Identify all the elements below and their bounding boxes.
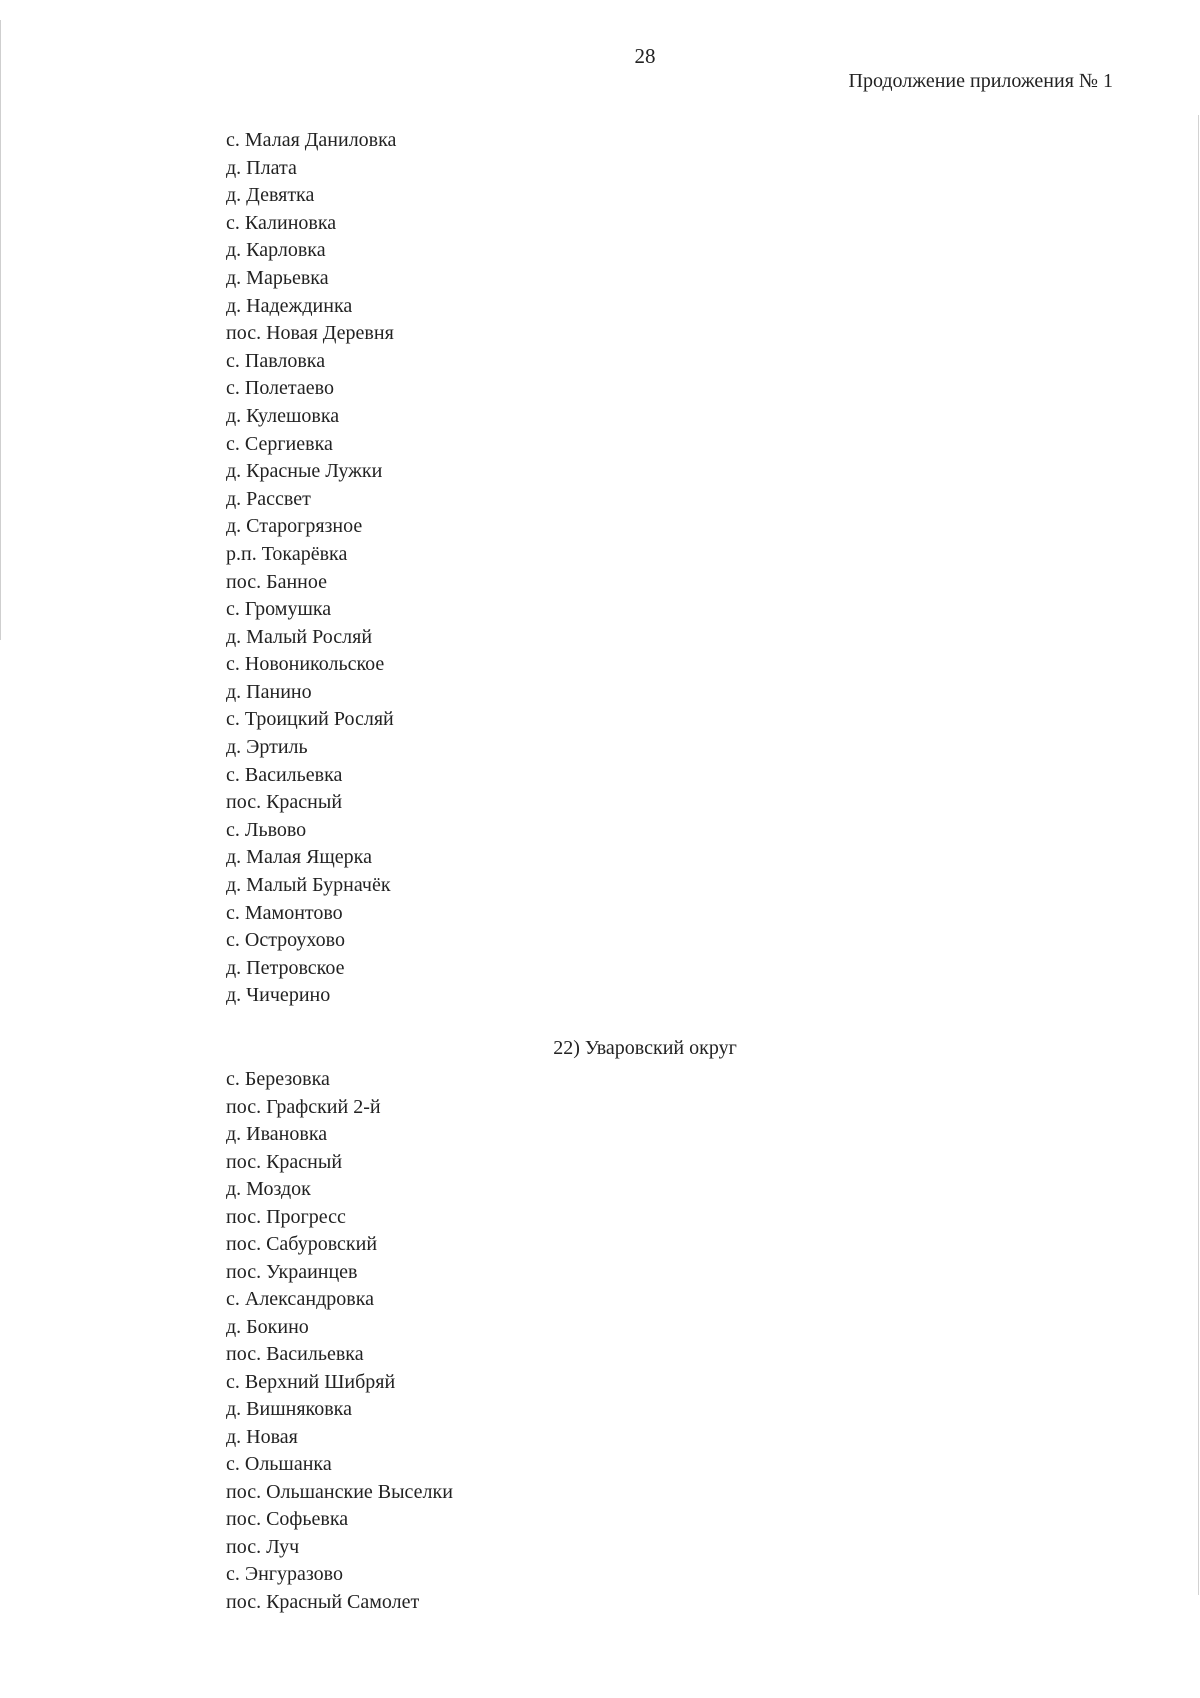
list-item: с. Сергиевка xyxy=(226,432,333,455)
list-item: с. Васильевка xyxy=(226,763,343,786)
list-item: д. Бокино xyxy=(226,1315,309,1338)
list-item: д. Карловка xyxy=(226,239,326,262)
list-item: пос. Ольшанские Выселки xyxy=(226,1480,453,1503)
list-item: пос. Новая Деревня xyxy=(226,322,394,345)
list-item: д. Эртиль xyxy=(226,736,308,759)
list-item: с. Александровка xyxy=(226,1288,375,1310)
list-item: с. Ольшанка xyxy=(226,1453,332,1475)
appendix-continuation-label: Продолжение приложения № 1 xyxy=(848,70,1113,92)
list-item: д. Красные Лужки xyxy=(226,460,383,483)
list-item: с. Львово xyxy=(226,818,307,841)
list-item: д. Малый Бурначёк xyxy=(226,874,391,897)
list-item: д. Петровское xyxy=(226,956,345,979)
list-item: с. Мамонтово xyxy=(226,901,343,924)
list-item: с. Новоникольское xyxy=(226,653,385,676)
list-item: пос. Украинцев xyxy=(226,1260,358,1283)
list-item: д. Малая Ящерка xyxy=(226,846,372,869)
list-item: д. Ивановка xyxy=(226,1123,328,1145)
list-item: д. Вишняковка xyxy=(226,1398,352,1420)
list-item: пос. Графский 2-й xyxy=(226,1095,381,1118)
page-number: 28 xyxy=(634,44,656,68)
list-item: д. Плата xyxy=(226,156,297,179)
list-item: д. Кулешовка xyxy=(226,404,340,427)
list-item: д. Панино xyxy=(226,680,312,703)
list-item: с. Павловка xyxy=(226,349,326,372)
list-item: с. Остроухово xyxy=(226,929,345,952)
settlement-list-uvarovsky xyxy=(226,1066,453,1616)
list-item: пос. Васильевка xyxy=(226,1343,364,1365)
list-item: пос. Луч xyxy=(226,1535,300,1558)
list-item: с. Березовка xyxy=(226,1068,330,1090)
list-item: с. Полетаево xyxy=(226,377,334,400)
list-item: пос. Красный Самолет xyxy=(226,1590,420,1613)
list-item: д. Малый Росляй xyxy=(226,625,373,648)
list-item: р.п. Токарёвка xyxy=(226,542,348,565)
list-item: д. Чичерино xyxy=(226,984,331,1007)
settlement-list-continued xyxy=(226,127,396,1010)
list-item: д. Девятка xyxy=(226,184,315,207)
list-item: пос. Банное xyxy=(226,570,327,593)
section-heading-uvarovsky-okrug: 22) Уваровский округ xyxy=(553,1037,737,1059)
list-item: пос. Софьевка xyxy=(226,1508,349,1530)
list-item: с. Малая Даниловка xyxy=(226,129,397,151)
list-item: д. Моздок xyxy=(226,1178,311,1200)
list-item: с. Троицкий Росляй xyxy=(226,708,394,731)
list-item: с. Верхний Шибряй xyxy=(226,1370,396,1393)
list-item: пос. Красный xyxy=(226,1150,343,1173)
scan-edge-right xyxy=(1198,115,1199,1595)
list-item: д. Новая xyxy=(226,1425,298,1448)
list-item: д. Марьевка xyxy=(226,266,329,289)
list-item: пос. Сабуровский xyxy=(226,1233,378,1255)
list-item: д. Рассвет xyxy=(226,487,311,510)
list-item: пос. Красный xyxy=(226,791,343,814)
list-item: с. Энгуразово xyxy=(226,1563,343,1585)
list-item: д. Надеждинка xyxy=(226,294,353,317)
list-item: пос. Прогресс xyxy=(226,1205,346,1228)
scan-edge-left xyxy=(0,20,1,640)
list-item: с. Громушка xyxy=(226,598,332,621)
list-item: с. Калиновка xyxy=(226,211,337,234)
list-item: д. Старогрязное xyxy=(226,515,363,538)
